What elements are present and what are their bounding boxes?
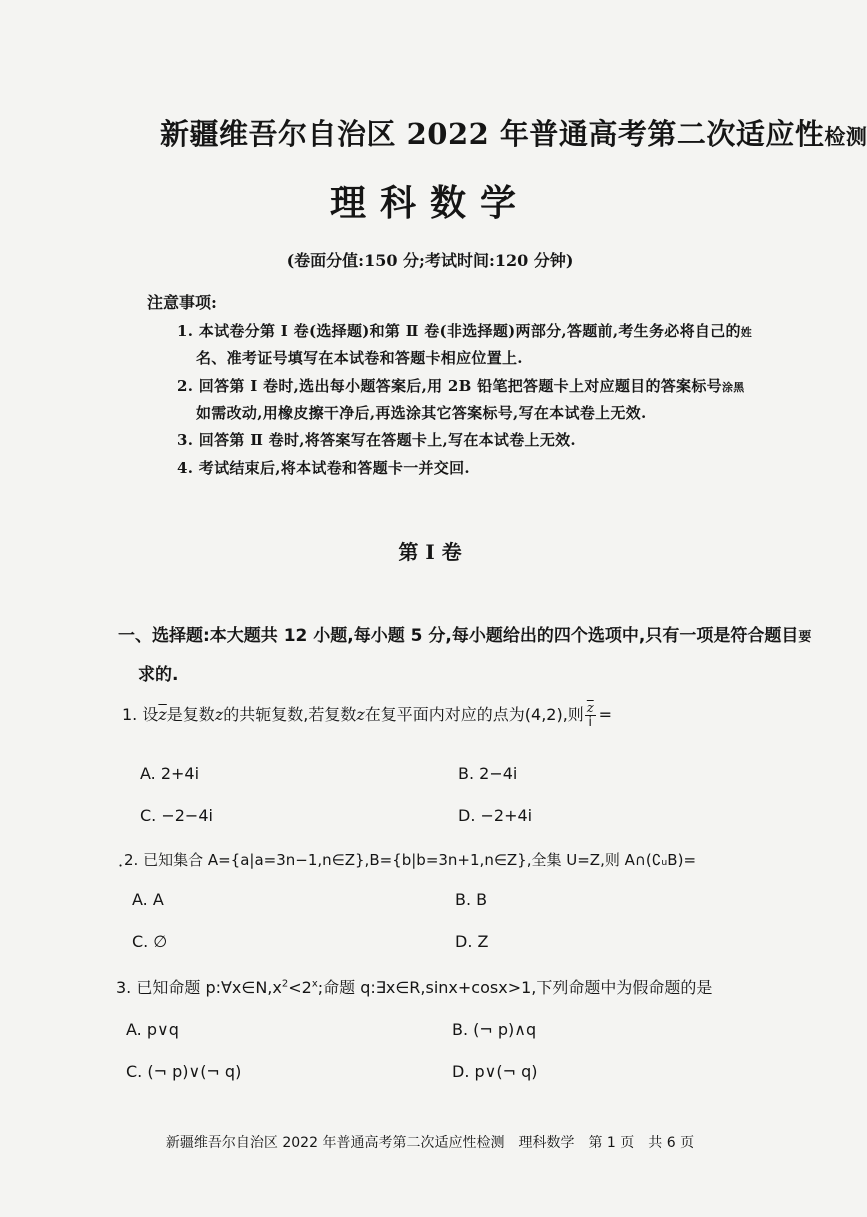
q1-option-d: D. −2+4i xyxy=(458,806,533,825)
score-time-line: (卷面分值:150 分;考试时间:120 分钟) xyxy=(286,251,574,270)
q2-option-b: B. B xyxy=(455,890,488,909)
q3-option-b: B. (¬ p)∧q xyxy=(452,1020,537,1039)
q3-option-a: A. p∨q xyxy=(126,1020,179,1039)
margin-mark: · xyxy=(118,856,124,875)
notice-item-1-line-2: 名、准考证号填写在本试卷和答题卡相应位置上. xyxy=(196,349,523,367)
q3-option-c: C. (¬ p)∨(¬ q) xyxy=(126,1062,242,1081)
notice-item-2-line-1: 2. 回答第 Ⅰ 卷时,选出每小题答案后,用 2B 铅笔把答题卡上对应题目的答案标号涂黑 xyxy=(177,377,745,395)
subject-title: 理科数学 xyxy=(329,182,530,224)
notice-heading: 注意事项: xyxy=(147,293,217,312)
section-heading-line-1: 一、选择题:本大题共 12 小题,每小题 5 分,每小题给出的四个选项中,只有一项是符合题目要 xyxy=(118,626,812,646)
q3-option-d: D. p∨(¬ q) xyxy=(452,1062,538,1081)
q2-option-a: A. A xyxy=(132,890,164,909)
question-3: 3. 已知命题 $p:\forall x\in N,x^2<2^x$;命题 q:∃x∈R,sinx+cosx>1,下列命题中为假命题的是 xyxy=(116,978,713,997)
page-footer: 新疆维吾尔自治区 2022 年普通高考第二次适应性检测 理科数学 第 1 页 共 6 页 xyxy=(165,1135,695,1151)
notice-item-1-line-1: 1. 本试卷分第 Ⅰ 卷(选择题)和第 Ⅱ 卷(非选择题)两部分,答题前,考生务必将自己的姓 xyxy=(177,322,753,340)
notice-item-2-line-2: 如需改动,用橡皮擦干净后,再选涂其它答案标号,写在本试卷上无效. xyxy=(196,404,647,422)
fraction-zbar-over-i: $\frac{\overline{z}}{i}$ xyxy=(586,701,594,730)
question-2: 2. 已知集合 A={a|a=3n−1,n∈Z},B={b|b=3n+1,n∈Z},全集 U=Z,则 A∩(∁ᵤB)= xyxy=(124,851,697,869)
part-title: 第 Ⅰ 卷 xyxy=(398,540,462,564)
notice-item-4: 4. 考试结束后,将本试卷和答题卡一并交回. xyxy=(177,459,470,477)
exam-title: 新疆维吾尔自治区 2022 年普通高考第二次适应性检测 xyxy=(160,117,867,151)
q1-option-c: C. −2−4i xyxy=(140,806,213,825)
q2-option-c: C. ∅ xyxy=(132,932,168,951)
q1-option-b: B. 2−4i xyxy=(458,764,518,783)
notice-item-3: 3. 回答第 Ⅱ 卷时,将答案写在答题卡上,写在本试卷上无效. xyxy=(177,431,576,449)
section-heading-line-2: 求的. xyxy=(138,665,179,685)
q1-option-a: A. 2+4i xyxy=(140,764,200,783)
q2-option-d: D. Z xyxy=(455,932,489,951)
question-1: 1. 设$\overline{z}$是复数z的共轭复数,若复数z在复平面内对应的点为(4,2),则 $\frac{\overline{z}}{i}$ = xyxy=(122,701,613,730)
